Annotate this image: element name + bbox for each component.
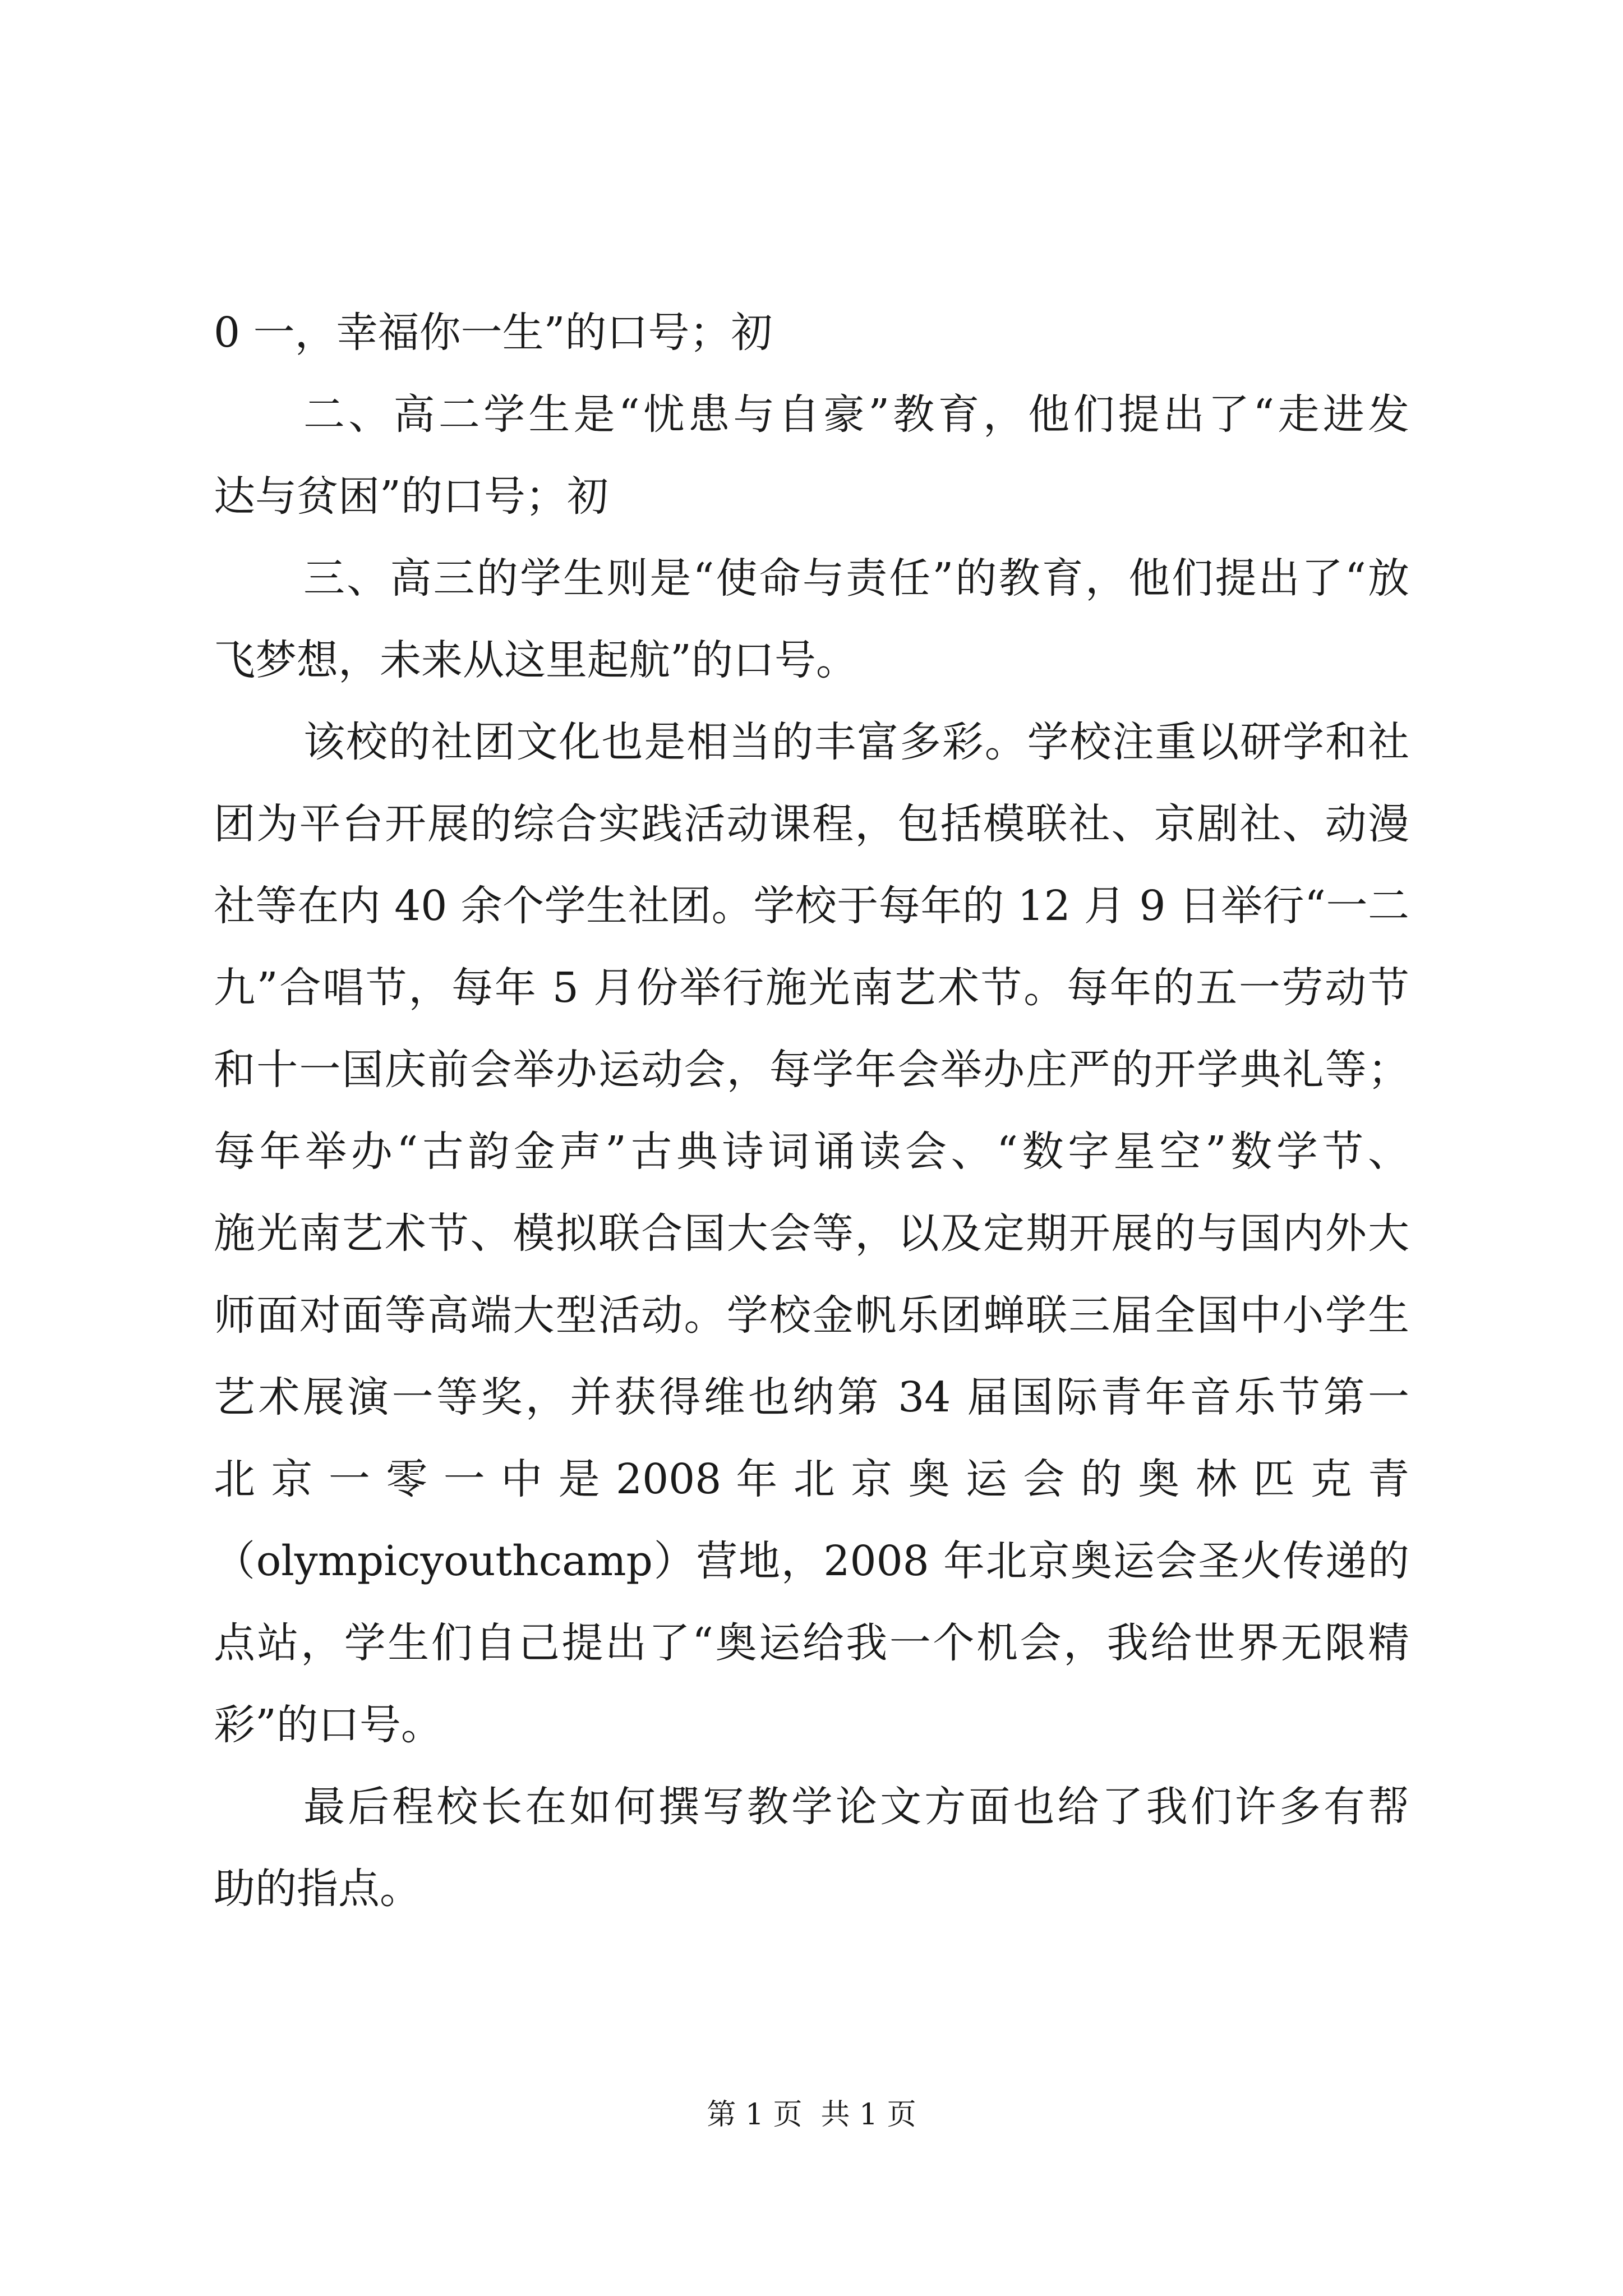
- text-line: 达与贫困”的口号；初: [214, 472, 608, 521]
- text-line: 二、高二学生是“忧患与自豪”教育，他们提出了“走进发: [303, 390, 1409, 439]
- document-body: [214, 292, 1409, 1930]
- text-line: 北 京 一 零 一 中 是 2008 年 北 京 奥 运 会 的 奥 林 匹 克 青: [214, 1455, 1409, 1503]
- text-line: （olympicyouthcamp）营地，2008 年北京奥运会圣火传递的: [214, 1537, 1409, 1585]
- text-line: 彩”的口号。: [214, 1701, 442, 1749]
- text-line: 助的指点。: [214, 1865, 421, 1913]
- text-line: 艺术展演一等奖，并获得维也纳第 34 届国际青年音乐节第一: [214, 1373, 1409, 1421]
- text-line: 师面对面等高端大型活动。学校金帆乐团蝉联三届全国中小学生: [214, 1291, 1409, 1340]
- text-line: 社等在内 40 余个学生社团。学校于每年的 12 月 9 日举行“一二: [214, 882, 1409, 930]
- text-line: 施光南艺术节、模拟联合国大会等，以及定期开展的与国内外大: [214, 1209, 1409, 1258]
- text-line: 三、高三的学生则是“使命与责任”的教育，他们提出了“放: [303, 554, 1409, 602]
- text-line: 九”合唱节，每年 5 月份举行施光南艺术节。每年的五一劳动节: [214, 964, 1409, 1012]
- page-number-footer: 第 1 页 共 1 页: [707, 2098, 916, 2132]
- text-line: 点站，学生们自己提出了“奥运给我一个机会，我给世界无限精: [214, 1619, 1409, 1667]
- text-line: 0 一，幸福你一生”的口号；初: [214, 309, 773, 357]
- text-line: 每年举办“古韵金声”古典诗词诵读会、“数字星空”数学节、: [214, 1128, 1409, 1176]
- text-line: 和十一国庆前会举办运动会，每学年会举办庄严的开学典礼等；: [214, 1046, 1409, 1094]
- text-line: 最后程校长在如何撰写教学论文方面也给了我们许多有帮: [303, 1783, 1409, 1831]
- text-line: 该校的社团文化也是相当的丰富多彩。学校注重以研学和社: [303, 718, 1409, 766]
- text-line: 飞梦想，未来从这里起航”的口号。: [214, 636, 857, 684]
- text-line: 团为平台开展的综合实践活动课程，包括模联社、京剧社、动漫: [214, 800, 1409, 848]
